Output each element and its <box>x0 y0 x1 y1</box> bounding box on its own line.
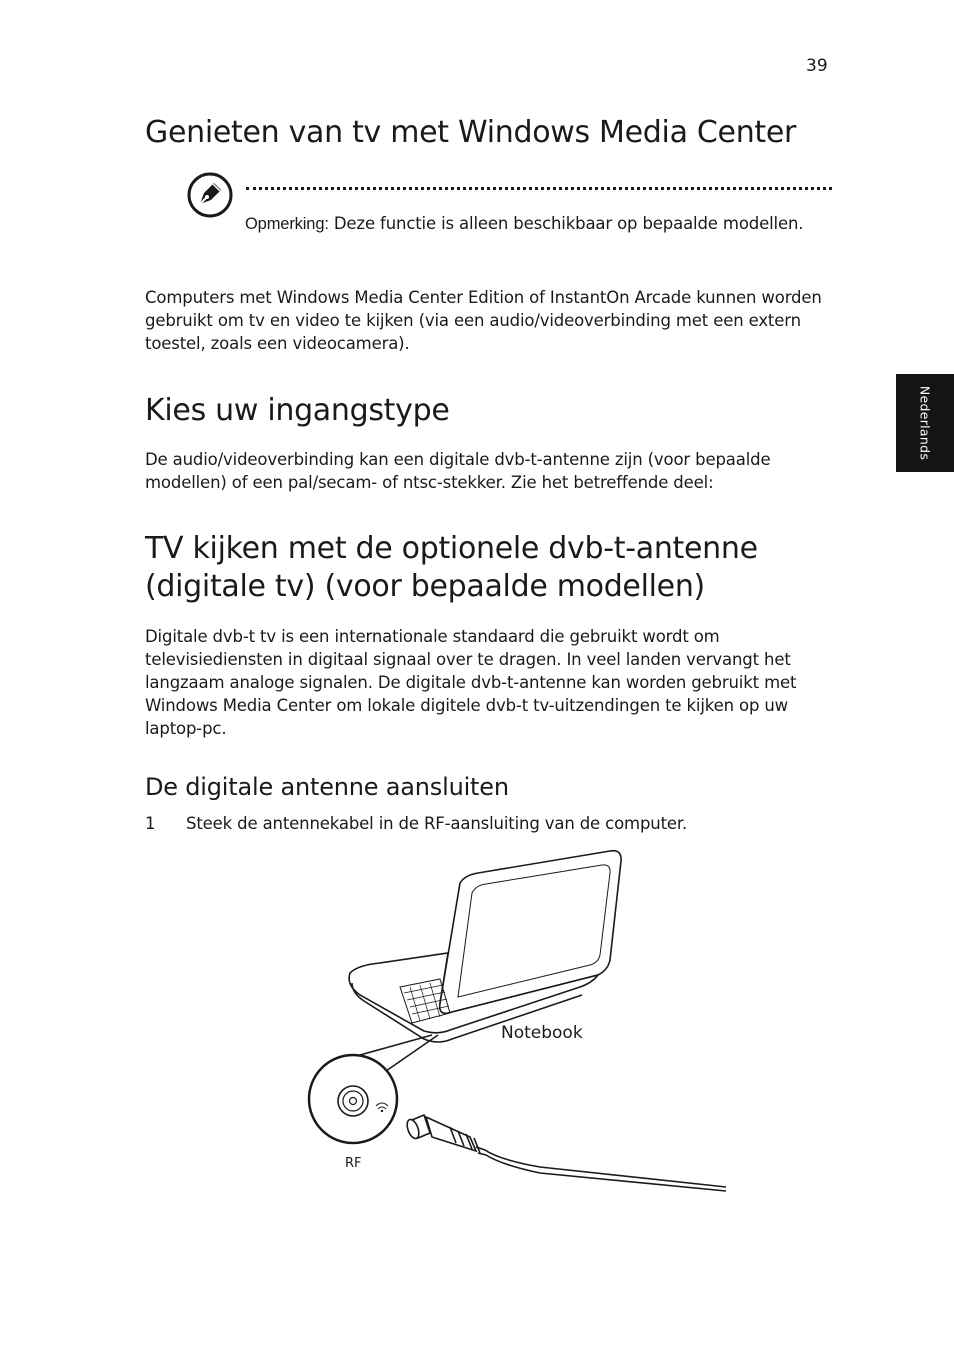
language-side-tab <box>896 374 954 472</box>
subsection-title-connect-antenna: De digitale antenne aansluiten <box>145 773 509 801</box>
paragraph-dvbt: Digitale dvb-t tv is een internationale standaard die gebruikt wordt om televisiediensten in digitaal signaal over te dragen. In veel landen vervangt het langzaam analoge signalen. De digitale dvb-t-antenne kan worden gebruikt met Windows Media Center om lokale digitele dvb-t tv-uitzendingen te kijken op uw laptop-pc. <box>145 627 797 738</box>
note-text: Deze functie is alleen beschikbaar op bepaalde modellen. <box>328 214 804 233</box>
antenna-cable-plug <box>405 1115 726 1191</box>
note-divider <box>246 187 832 190</box>
note-pen-icon <box>186 171 234 219</box>
note-label: Opmerking: <box>245 215 329 233</box>
paragraph-intro: Computers met Windows Media Center Edition of InstantOn Arcade kunnen worden gebruikt om tv en video te kijken (via een audio/videoverbinding met een extern toestel, zoals een videocamera). <box>145 288 822 353</box>
notebook-label: Notebook <box>501 1023 583 1043</box>
notebook-illustration <box>349 851 621 1042</box>
section-title-dvbt: TV kijken met de optionele dvb-t-antenne (digitale tv) (voor bepaalde modellen) <box>145 531 758 604</box>
antenna-connection-illustration <box>300 845 740 1195</box>
section-title-windows-media-center: Genieten van tv met Windows Media Center <box>145 115 797 150</box>
note <box>245 212 825 236</box>
section-title-input-type: Kies uw ingangstype <box>145 393 450 428</box>
rf-port-detail <box>309 1055 397 1143</box>
side-tab-label: Nederlands <box>917 385 933 461</box>
rf-label: RF <box>345 1156 362 1171</box>
paragraph-input-type: De audio/videoverbinding kan een digitale dvb-t-antenne zijn (voor bepaalde modellen) of een pal/secam- of ntsc-stekker. Zie het betreffende deel: <box>145 450 771 492</box>
step-text: Steek de antennekabel in de RF-aansluiting van de computer. <box>186 814 688 833</box>
step-number: 1 <box>145 814 156 833</box>
page-number: 39 <box>806 56 828 76</box>
